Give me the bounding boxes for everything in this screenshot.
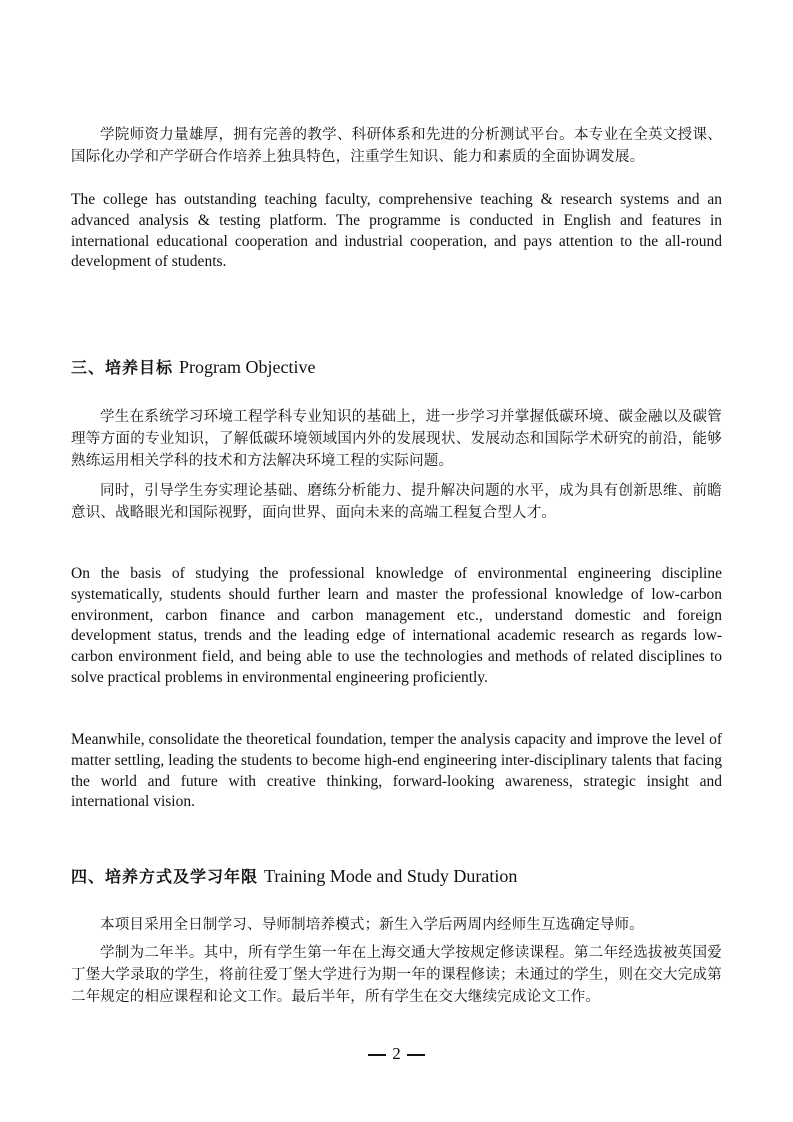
training-paragraph-zh-2: 学制为二年半。其中，所有学生第一年在上海交通大学按规定修读课程。第二年经选拔被英国爱丁堡大学录取的学生，将前往爱丁堡大学进行为期一年的课程修读；未通过的学生，则在交大完成第二年规定的相应课程和论文工作。最后半年，所有学生在交大继续完成论文工作。 (71, 945, 722, 1005)
training-paragraph-zh-1: 本项目采用全日制学习、导师制培养模式；新生入学后两周内经师生互选确定导师。 (100, 917, 644, 933)
section-4-heading-zh: 四、培养方式及学习年限 (71, 867, 259, 886)
page-number-dash-left (368, 1054, 386, 1056)
objective-paragraph-en-1: On the basis of studying the professional knowledge of environmental engineering discipline systematically, students should further learn and master the professional knowledge of low-carbon environment, carbon finance and carbon management etc., understand domestic and foreign development status, trends and the leading edge of international academic research as regards low-carbon environment field, and being able to use the technologies and methods of related disciplines to solve practical problems in environmental engineering proficiently. (71, 565, 722, 686)
objective-paragraph-zh-1: 学生在系统学习环境工程学科专业知识的基础上，进一步学习并掌握低碳环境、碳金融以及碳管理等方面的专业知识，了解低碳环境领域国内外的发展现状、发展动态和国际学术研究的前沿，能够熟练运用相关学科的技术和方法解决环境工程的实际问题。 (71, 409, 722, 469)
page-number-dash-right (407, 1054, 425, 1056)
objective-paragraph-en-2: Meanwhile, consolidate the theoretical foundation, temper the analysis capacity and improve the level of matter settling, leading the students to become high-end engineering inter-disciplinary talents that facing the world and future with creative thinking, forward-looking awareness, strategic insight and international vision. (71, 731, 722, 811)
intro-paragraph-en: The college has outstanding teaching faculty, comprehensive teaching & research systems and an advanced analysis & testing platform. The programme is conducted in English and features in international educational cooperation and industrial cooperation, and pays attention to the all-round development of students. (71, 191, 722, 271)
objective-paragraph-zh-2: 同时，引导学生夯实理论基础、磨练分析能力、提升解决问题的水平，成为具有创新思维、前瞻意识、战略眼光和国际视野，面向世界、面向未来的高端工程复合型人才。 (71, 483, 722, 521)
section-3-heading (71, 355, 315, 380)
section-4-heading-en: Training Mode and Study Duration (264, 866, 518, 886)
page-number-value: 2 (392, 1044, 401, 1063)
page-number (0, 1042, 793, 1066)
section-3-heading-en: Program Objective (179, 357, 316, 377)
section-4-heading (71, 864, 517, 889)
intro-paragraph-zh: 学院师资力量雄厚，拥有完善的教学、科研体系和先进的分析测试平台。本专业在全英文授课、国际化办学和产学研合作培养上独具特色，注重学生知识、能力和素质的全面协调发展。 (71, 127, 722, 165)
section-3-heading-zh: 三、培养目标 (71, 358, 174, 377)
